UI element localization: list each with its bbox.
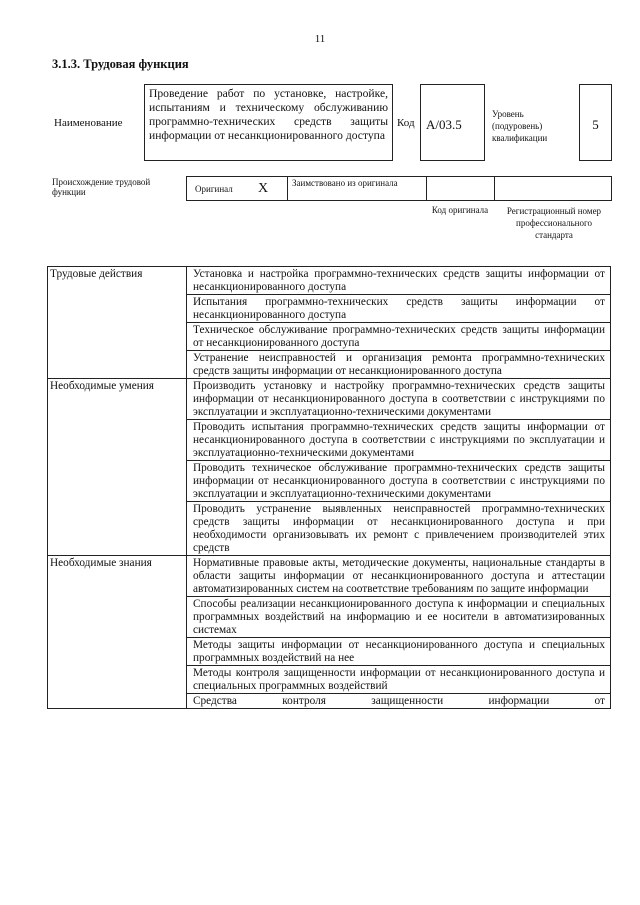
table-cell: Установка и настройка программно-технических средств защиты информации от несанкционированного доступа (187, 267, 611, 295)
origin-original-mark: X (258, 181, 269, 196)
table-cell: Методы защиты информации от несанкционированного доступа и специальных программных воздействий на нее (187, 638, 611, 666)
code-value: А/03.5 (426, 117, 462, 132)
origin-borrowed-label: Заимствовано из оригинала (292, 178, 398, 188)
code-label: Код (397, 117, 415, 129)
page-number: 11 (314, 33, 326, 45)
table-cell: Техническое обслуживание программно-технических средств защиты информации от несанкционированного доступа (187, 323, 611, 351)
table-cell: Проводить техническое обслуживание программно-технических средств защиты информации от несанкционированного доступа в соответствии с инструкциями по эксплуатации и эксплуатационно-техническими документами (187, 461, 611, 502)
name-label: Наименование (54, 117, 123, 129)
name-value-box (144, 84, 393, 161)
table-cell: Средства контроля защищенности информации от (187, 694, 611, 709)
category-labor-actions: Трудовые действия (48, 267, 187, 379)
function-name: Проведение работ по установке, настройке, испытаниям и техническому обслуживанию программно-технических средств защиты информации от несанкционированного доступа (149, 87, 388, 142)
origin-label: Происхождение трудовой функции (52, 177, 151, 197)
table-cell: Методы контроля защищенности информации от несанкционированного доступа и специальных программных воздействий (187, 666, 611, 694)
table-row (48, 267, 611, 295)
function-details-table (47, 266, 611, 709)
table-cell: Способы реализации несанкционированного доступа к информации и специальных программных воздействий на информацию и ее носители в автоматизированных системах (187, 597, 611, 638)
code-value-box (420, 84, 485, 161)
table-row (48, 379, 611, 420)
table-cell: Нормативные правовые акты, методические документы, национальные стандарты в области защиты информации от несанкционированного доступа и аттестации автоматизированных систем на соответствие требованиям по защите информации (187, 556, 611, 597)
table-cell: Производить установку и настройку программно-технических средств защиты информации от несанкционированного доступа в соответствии с инструкциями по эксплуатации и эксплуатационно-техническими документами (187, 379, 611, 420)
table-cell: Проводить испытания программно-технических средств защиты информации от несанкционированного доступа в соответствии с инструкциями по эксплуатации и эксплуатационно-техническими документами (187, 420, 611, 461)
table-cell: Испытания программно-технических средств защиты информации от несанкционированного доступа (187, 295, 611, 323)
table-cell: Проводить устранение выявленных неисправностей программно-технических средств защиты информации от несанкционированного доступа и при необходимости организовывать их ремонт с привлечением производителей этих средств (187, 502, 611, 556)
level-value-box (579, 84, 612, 161)
table-row (48, 556, 611, 597)
level-label: Уровень (подуровень) квалификации (492, 109, 548, 143)
table-cell: Устранение неисправностей и организация ремонта программно-технических средств защиты информации от несанкционированного доступа (187, 351, 611, 379)
section-title: 3.1.3. Трудовая функция (52, 57, 189, 71)
origin-reg-caption: Регистрационный номер профессионального стандарта (506, 206, 602, 240)
level-value: 5 (592, 117, 599, 132)
category-required-knowledge: Необходимые знания (48, 556, 187, 709)
origin-original-label: Оригинал (195, 184, 233, 194)
category-required-skills: Необходимые умения (48, 379, 187, 556)
origin-code-caption: Код оригинала (431, 205, 489, 215)
